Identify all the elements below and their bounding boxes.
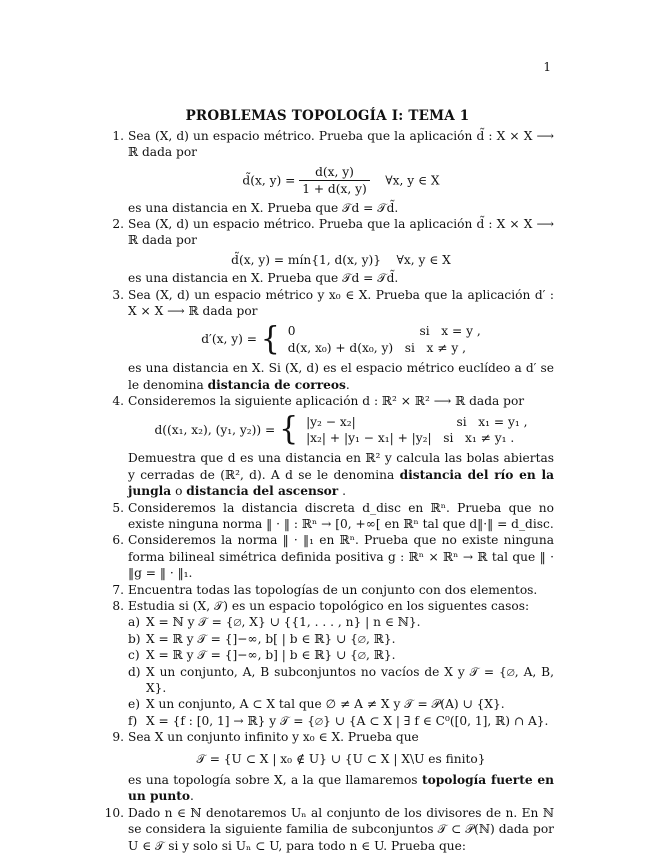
- sub-item-c: [128, 647, 554, 663]
- case-row: |x₂| + |y₁ − x₁| + |y₂| si x₁ ≠ y₁ .: [306, 430, 515, 445]
- sub-item-label: c): [128, 648, 140, 663]
- sub-item-b: [128, 631, 554, 647]
- sub-item-text: X = ℕ y 𝒯 = {∅, X} ∪ {{1, . . . , n} | n ∈ ℕ}.: [146, 615, 421, 630]
- formula-lhs: d((x₁, x₂), (y₁, y₂)) =: [154, 422, 276, 437]
- left-brace: {: [260, 320, 280, 358]
- page-number: 1: [543, 60, 551, 74]
- left-brace: {: [279, 411, 299, 448]
- sub-item-text: X un conjunto, A ⊂ X tal que ∅ ≠ A ≠ X y 𝒯 = 𝒫(A) ∪ {X}.: [146, 697, 505, 712]
- problem-text-end: es una topología sobre X, a la que llamaremos: [128, 773, 418, 788]
- problem-text: Dado n ∈ ℕ denotaremos Uₙ al conjunto de los divisores de n. En ℕ se considera la siguiente familia de subconjuntos 𝒯 ⊂ 𝒫(ℕ) dada por U ∈ 𝒯 si y solo si Uₙ ⊂ U, para todo n ∈ U. Prueba que:: [128, 805, 554, 853]
- display-formula: 𝒯 = {U ⊂ X | x₀ ∉ U} ∪ {U ⊂ X | X\U es finito}: [196, 751, 486, 766]
- term-bold: distancia de correos: [207, 377, 346, 392]
- problem-4: [104, 393, 554, 499]
- problem-text: Sea X un conjunto infinito y x₀ ∈ X. Prueba que: [128, 730, 419, 745]
- punctuation: .: [345, 377, 350, 392]
- problem-number: 4.: [112, 394, 124, 409]
- problem-text: Sea (X, d) un espacio métrico y x₀ ∈ X. Prueba que la aplicación d′ : X × X ⟶ ℝ dada por: [128, 287, 554, 319]
- problem-10: [104, 805, 554, 854]
- fraction: [299, 164, 370, 198]
- sub-item-text: X = ℝ y 𝒯 = {]−∞, b[ | b ∈ ℝ} ∪ {∅, ℝ}.: [146, 631, 396, 646]
- sub-item-label: d): [128, 664, 141, 679]
- problem-text: Sea (X, d) un espacio métrico. Prueba que la aplicación d̃ : X × X ⟶ ℝ dada por: [128, 129, 554, 160]
- problem-text-end: es una distancia en X. Prueba que 𝒯d = 𝒯d̃.: [128, 200, 399, 215]
- sub-item-label: f): [128, 713, 138, 728]
- case-row: |y₂ − x₂| si x₁ = y₁ ,: [306, 414, 528, 429]
- display-formula: [128, 411, 554, 448]
- sub-item-label: a): [128, 615, 141, 630]
- problem-text: Consideremos la norma ‖ · ‖₁ en ℝⁿ. Prueba que no existe ninguna forma bilineal simétrica definida positiva g : ℝⁿ × ℝⁿ → ℝ tal que ‖ · ‖g = ‖ · ‖₁.: [128, 533, 554, 581]
- problem-text-end: es una distancia en X. Prueba que 𝒯d = 𝒯d̃.: [128, 271, 399, 286]
- sub-item-label: b): [128, 631, 141, 646]
- sub-item-text: X un conjunto, A, B subconjuntos no vacíos de X y 𝒯 = {∅, A, B, X}.: [146, 664, 554, 695]
- sub-item-d: [128, 664, 554, 697]
- problem-3: [104, 287, 554, 393]
- problem-number: 10.: [104, 805, 124, 820]
- problem-text: Sea (X, d) un espacio métrico. Prueba que la aplicación d̃ : X × X ⟶ ℝ dada por: [128, 217, 554, 248]
- punctuation: .: [189, 789, 194, 804]
- display-formula: d̃(x, y) = mín{1, d(x, y)} ∀x, y ∈ X: [231, 252, 451, 267]
- problem-number: 5.: [112, 500, 124, 515]
- fraction-numerator: d(x, y): [299, 164, 370, 181]
- formula-lhs: d′(x, y) =: [201, 332, 257, 347]
- sub-item-text: X = ℝ y 𝒯 = {]−∞, b] | b ∈ ℝ} ∪ {∅, ℝ}.: [146, 648, 396, 663]
- sub-item-e: [128, 696, 554, 712]
- problem-text-end: es una distancia en X. Si (X, d) es el espacio métrico euclídeo a d′ se le denomina: [128, 361, 554, 392]
- problem-text: Consideremos la siguiente aplicación d : ℝ² × ℝ² ⟶ ℝ dada por: [128, 394, 525, 409]
- term-bold: distancia del ascensor: [186, 484, 339, 499]
- problem-number: 2.: [112, 217, 124, 232]
- display-formula: [128, 164, 554, 198]
- problem-9: [104, 729, 554, 805]
- problem-text: Consideremos la distancia discreta d_disc en ℝⁿ. Prueba que no existe ninguna norma ‖ · ‖ : ℝⁿ → [0, +∞[ en ℝⁿ tal que d‖·‖ = d_disc.: [128, 500, 554, 531]
- problem-number: 1.: [112, 129, 124, 143]
- problem-7: [104, 582, 554, 598]
- page-title: PROBLEMAS TOPOLOGÍA I: TEMA 1: [185, 108, 470, 124]
- problem-6: [104, 532, 554, 581]
- connector: o: [175, 484, 183, 499]
- problem-1: [104, 128, 554, 216]
- problem-number: 7.: [112, 582, 124, 597]
- sub-item-f: [128, 713, 554, 729]
- formula-quantifier: ∀x, y ∈ X: [385, 173, 440, 188]
- sub-item-label: e): [128, 697, 140, 712]
- problem-number: 6.: [112, 533, 124, 548]
- sub-item-text: X = {f : [0, 1] → ℝ} y 𝒯 = {∅} ∪ {A ⊂ X | ∃ f ∈ C⁰([0, 1], ℝ) ∩ A}.: [146, 713, 549, 728]
- punctuation: .: [342, 484, 346, 499]
- display-formula: [128, 320, 554, 358]
- sub-item-list: [128, 614, 554, 729]
- problem-5: [104, 500, 554, 533]
- cases: [302, 414, 527, 447]
- problem-text: Estudia si (X, 𝒯) es un espacio topológico en los siguentes casos:: [128, 598, 530, 613]
- problem-number: 8.: [112, 598, 124, 613]
- problem-text-end: Demuestra que d es una distancia en ℝ² y calcula las bolas abiertas y cerradas de (ℝ², d). A d se le denomina: [128, 451, 554, 482]
- problem-2: [104, 216, 554, 287]
- cases: [284, 323, 481, 356]
- term-bold: distancia del río en la jungla: [128, 467, 554, 499]
- problem-number: 9.: [112, 730, 124, 745]
- term-bold: topología fuerte en un punto: [128, 773, 554, 804]
- sub-item-a: [128, 614, 554, 630]
- problem-list: [104, 128, 554, 854]
- case-row: d(x, x₀) + d(x₀, y) si x ≠ y ,: [287, 340, 466, 355]
- problem-text: Encuentra todas las topologías de un conjunto con dos elementos.: [128, 582, 538, 597]
- problem-8: [104, 598, 554, 729]
- case-row: 0 si x = y ,: [287, 324, 481, 339]
- formula-lhs: d̃(x, y) =: [242, 173, 296, 188]
- fraction-denominator: 1 + d(x, y): [302, 182, 367, 197]
- problem-number: 3.: [112, 287, 124, 302]
